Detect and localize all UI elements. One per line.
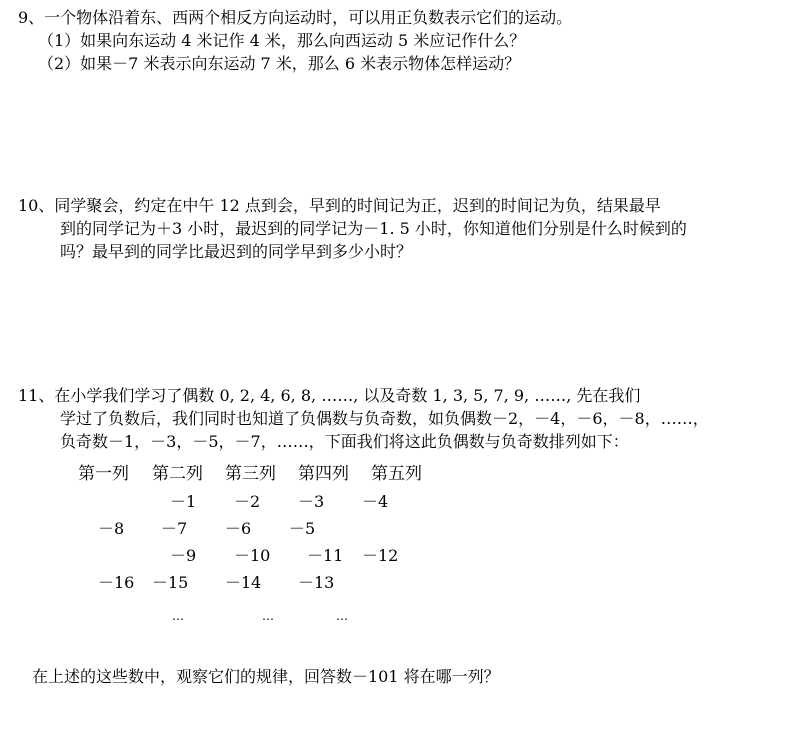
q9-part-1: （1）如果向东运动 4 米记作 4 米，那么向西运动 5 米应记作什么？ <box>38 31 526 50</box>
table-cell: －11 <box>307 546 344 565</box>
q10-line-3: 吗？最早到的同学比最迟到的同学早到多少小时？ <box>60 242 413 261</box>
table-cell: －13 <box>298 573 335 592</box>
q10-line-2: 到的同学记为＋3 小时，最迟到的同学记为－1. 5 小时，你知道他们分别是什么时候到的 <box>60 219 687 238</box>
table-cell: －12 <box>362 546 399 565</box>
table-cell: －10 <box>234 546 271 565</box>
column-header-3: 第三列 <box>225 464 276 484</box>
table-cell: －5 <box>289 519 316 538</box>
table-cell: －14 <box>225 573 262 592</box>
table-cell: －16 <box>98 573 135 592</box>
table-cell: －1 <box>170 492 197 511</box>
q10-line-1: 10、同学聚会，约定在中午 12 点到会，早到的时间记为正，迟到的时间记为负，结果最早 <box>18 196 661 215</box>
ellipsis: … <box>262 609 275 623</box>
q11-line-3: 负奇数－1，－3，－5，－7，……，下面我们将这此负偶数与负奇数排列如下： <box>60 432 629 451</box>
column-header-4: 第四列 <box>298 464 349 484</box>
ellipsis: … <box>336 609 349 623</box>
ellipsis: … <box>172 609 185 623</box>
q11-question: 在上述的这些数中，观察它们的规律，回答数－101 将在哪一列？ <box>32 667 500 686</box>
column-header-2: 第二列 <box>152 464 203 484</box>
table-cell: －7 <box>161 519 188 538</box>
table-cell: －4 <box>362 492 389 511</box>
q11-line-2: 学过了负数后，我们同时也知道了负偶数与负奇数，如负偶数－2，－4，－6，－8，……， <box>60 409 709 428</box>
table-cell: －8 <box>98 519 125 538</box>
q11-line-1: 11、在小学我们学习了偶数 0, 2, 4, 6, 8, ……, 以及奇数 1, 3, 5, 7, 9, ……, 先在我们 <box>18 386 641 405</box>
q9-part-2: （2）如果－7 米表示向东运动 7 米，那么 6 米表示物体怎样运动？ <box>38 54 521 73</box>
table-cell: －6 <box>225 519 252 538</box>
column-header-1: 第一列 <box>78 464 129 484</box>
table-cell: －9 <box>170 546 197 565</box>
table-cell: －2 <box>234 492 261 511</box>
q9-stem: 9、一个物体沿着东、西两个相反方向运动时，可以用正负数表示它们的运动。 <box>18 8 573 27</box>
column-header-5: 第五列 <box>371 464 422 484</box>
table-cell: －3 <box>298 492 325 511</box>
table-cell: －15 <box>152 573 189 592</box>
